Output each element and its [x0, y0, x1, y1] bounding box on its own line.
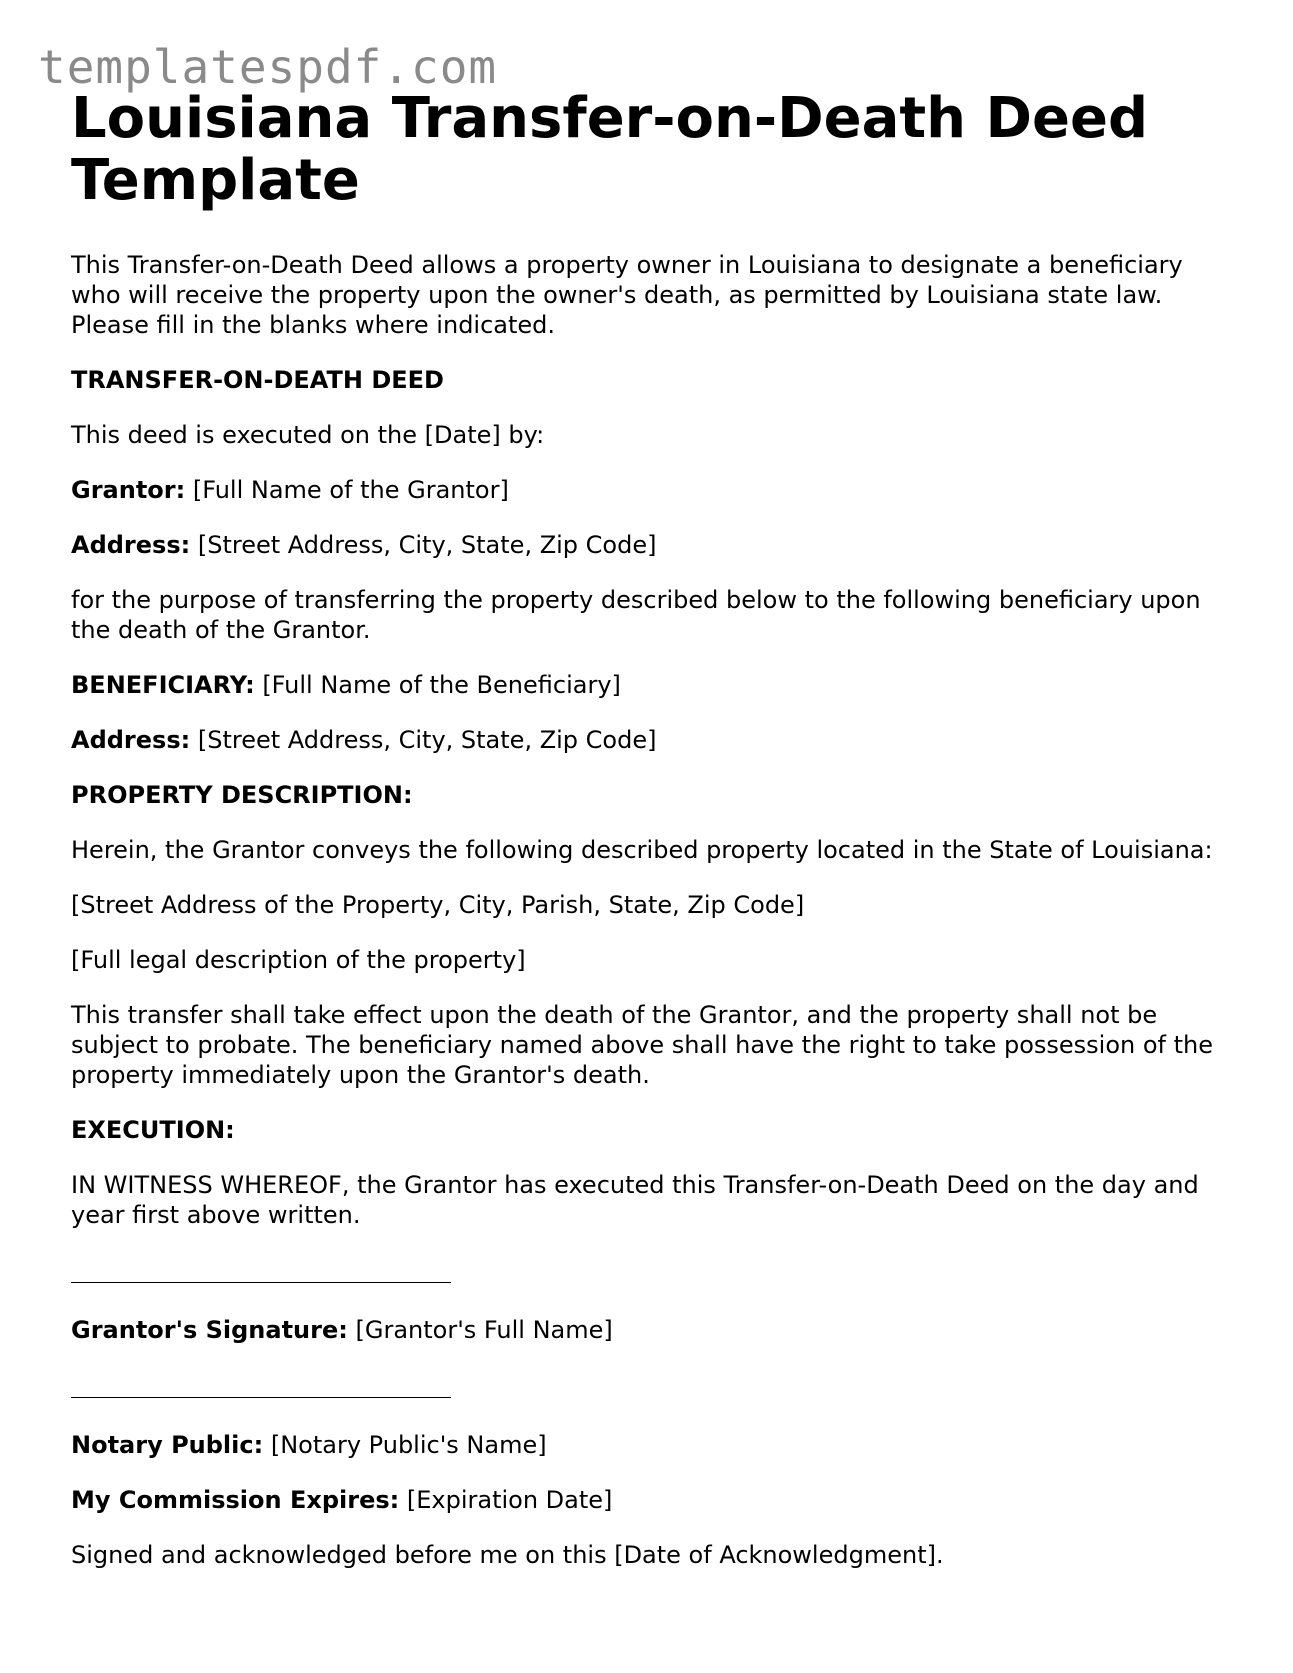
- executed-line: This deed is executed on the [Date] by:: [71, 421, 545, 449]
- beneficiary-address-value: [Street Address, City, State, Zip Code]: [197, 726, 657, 754]
- notary-signature-line: [71, 1375, 1231, 1405]
- acknowledged-line: Signed and acknowledged before me on this [Date of Acknowledgment].: [71, 1541, 944, 1569]
- beneficiary-label: BENEFICIARY:: [71, 671, 255, 699]
- page-title: Louisiana Transfer-on-Death Deed Template: [71, 86, 1149, 213]
- grantor-field: [71, 475, 1231, 505]
- grantor-value: [Full Name of the Grantor]: [192, 476, 509, 504]
- grantor-address-label: Address:: [71, 531, 191, 559]
- beneficiary-address-field: [71, 725, 1231, 755]
- deed-heading: TRANSFER-ON-DEATH DEED: [71, 366, 444, 394]
- notary-field: [71, 1430, 1231, 1460]
- grantor-label: Grantor:: [71, 476, 186, 504]
- notary-label: Notary Public:: [71, 1431, 264, 1459]
- grantor-signature-line: [71, 1260, 1231, 1290]
- notary-value: [Notary Public's Name]: [270, 1431, 547, 1459]
- property-address: [Street Address of the Property, City, Parish, State, Zip Code]: [71, 891, 805, 919]
- beneficiary-address-label: Address:: [71, 726, 191, 754]
- beneficiary-value: [Full Name of the Beneficiary]: [262, 671, 621, 699]
- intro-paragraph: This Transfer-on-Death Deed allows a property owner in Louisiana to designate a beneficiary who will receive the property upon the owner's death, as permitted by Louisiana state law. Please fill in the blanks where indicated.: [71, 251, 1183, 339]
- grantor-signature-value: [Grantor's Full Name]: [355, 1316, 613, 1344]
- conveys-paragraph: Herein, the Grantor conveys the following described property located in the State of Louisiana:: [71, 836, 1213, 864]
- property-heading: PROPERTY DESCRIPTION:: [71, 781, 413, 809]
- grantor-signature-field: [71, 1315, 1231, 1345]
- watermark: templatespdf.com: [38, 40, 498, 94]
- purpose-paragraph: for the purpose of transferring the property described below to the following beneficiary upon the death of the Grantor.: [71, 586, 1201, 644]
- grantor-address-field: [71, 530, 1231, 560]
- legal-description: [Full legal description of the property]: [71, 946, 526, 974]
- deed-document: [71, 88, 1231, 1570]
- commission-label: My Commission Expires:: [71, 1486, 400, 1514]
- grantor-address-value: [Street Address, City, State, Zip Code]: [197, 531, 657, 559]
- commission-field: [71, 1485, 1231, 1515]
- effect-paragraph: This transfer shall take effect upon the death of the Grantor, and the property shall not be subject to probate. The beneficiary named above shall have the right to take possession of the property immediately upon the Grantor's death.: [71, 1001, 1214, 1089]
- execution-heading: EXECUTION:: [71, 1116, 235, 1144]
- beneficiary-field: [71, 670, 1231, 700]
- grantor-signature-label: Grantor's Signature:: [71, 1316, 348, 1344]
- witness-paragraph: IN WITNESS WHEREOF, the Grantor has executed this Transfer-on-Death Deed on the day and year first above written.: [71, 1171, 1199, 1229]
- commission-value: [Expiration Date]: [406, 1486, 613, 1514]
